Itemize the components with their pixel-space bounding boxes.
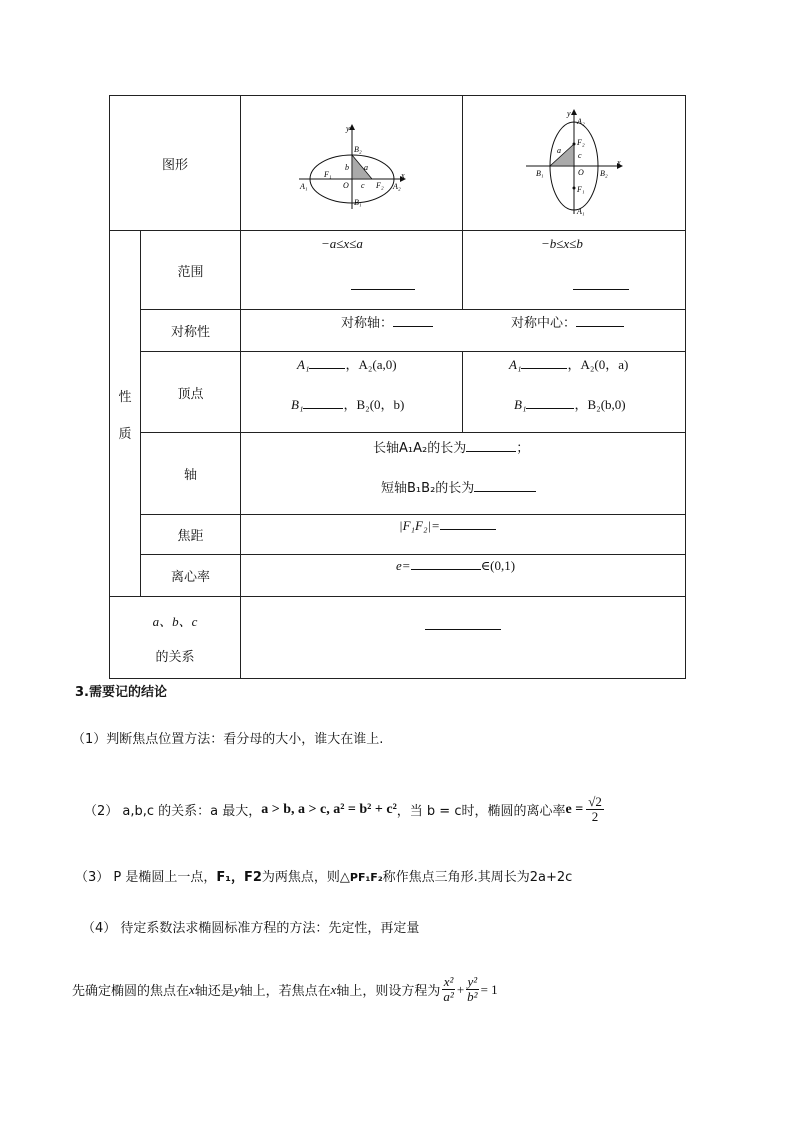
ellipse-properties-table xyxy=(109,95,686,679)
svg-text:A₂: A₂ xyxy=(577,117,585,126)
note-1: （1）判断焦点位置方法：看分母的大小，谁大在谁上. xyxy=(72,732,384,747)
range-right-cell: −b≤x≤b xyxy=(463,231,686,310)
svg-text:b: b xyxy=(344,163,349,172)
svg-text:B₁: B₁ xyxy=(536,169,544,178)
note-3: （3） P 是椭圆上一点，F₁，F2为两焦点，则△PF₁F₂称作焦点三角形.其周长为2a+2c xyxy=(75,870,573,885)
svg-text:B₂: B₂ xyxy=(600,169,608,178)
range-label: 范围 xyxy=(141,231,241,310)
blank xyxy=(351,277,415,290)
note-2: （2） a,b,c 的关系：a 最大， a > b, a > c, a² = b² + c² ，当 b = c时，椭圆的离心率 e = $\frac{√2}{2}$ xyxy=(84,794,602,824)
svg-text:A₂: A₂ xyxy=(392,182,401,191)
focal-label: 焦距 xyxy=(141,515,241,555)
axis-label: 轴 xyxy=(141,433,241,515)
blank xyxy=(466,439,516,452)
blank xyxy=(303,396,343,409)
blank xyxy=(411,557,481,570)
blank xyxy=(393,314,433,327)
vertex-left-cell: A₁ ，A₂(a,0) B₁ ，B₂(0，b) xyxy=(241,352,463,433)
blank xyxy=(521,356,567,369)
svg-text:F₂: F₂ xyxy=(577,138,585,147)
svg-text:a: a xyxy=(363,163,368,172)
fraction-x2-a2: $\frac{\text{x²}}{\text{a²}}$ xyxy=(443,974,454,1004)
svg-text:x: x xyxy=(617,158,621,167)
ellipse-horizontal-figure xyxy=(297,121,407,211)
svg-text:c: c xyxy=(578,151,582,160)
blank xyxy=(573,277,629,290)
svg-text:y: y xyxy=(567,109,571,118)
fraction-y2-b2: $\frac{\text{y²}}{\text{b²}}$ xyxy=(467,974,478,1004)
properties-label-cell: 性 质 xyxy=(110,231,141,597)
note-4: （4） 待定系数法求椭圆标准方程的方法：先定性，再定量 xyxy=(82,921,420,936)
figure-label-cell: 图形 xyxy=(110,96,241,231)
axis-cell: 长轴A₁A₂的长为 ； 短轴B₁B₂的长为 xyxy=(241,433,686,515)
ellipse-vertical-figure xyxy=(524,108,624,218)
svg-text:B₂: B₂ xyxy=(353,145,362,154)
section-heading: 3.需要记的结论 xyxy=(75,685,167,700)
x-axis-label: x xyxy=(400,171,405,180)
svg-text:c: c xyxy=(360,181,365,190)
svg-text:O: O xyxy=(578,168,584,177)
svg-text:A₁: A₁ xyxy=(577,207,585,216)
blank xyxy=(425,617,501,630)
svg-text:A₁: A₁ xyxy=(299,182,308,191)
vertex-right-cell: A₁ ，A₂(0，a) B₁ ，B₂(b,0) xyxy=(463,352,686,433)
svg-text:F₂: F₂ xyxy=(375,181,384,190)
symmetry-label: 对称性 xyxy=(141,310,241,352)
svg-text:F₁: F₁ xyxy=(323,170,332,179)
blank xyxy=(309,356,345,369)
relation-label-cell: a、b、c 的关系 xyxy=(110,597,241,679)
vertex-label: 顶点 xyxy=(141,352,241,433)
svg-text:a: a xyxy=(557,146,562,155)
figure-right-cell xyxy=(463,96,686,231)
fraction-sqrt2-over-2: $\frac{√2}{2}$ xyxy=(588,794,602,824)
note-5: 先确定椭圆的焦点在 x 轴还是 y 轴上，若焦点在 x 轴上，则设方程为 $\frac{\text{x²}}{\text{a²}}$ + $\frac{\text{y²}}{\text{b²}}$ = 1 xyxy=(72,974,498,1004)
svg-text:F₁: F₁ xyxy=(577,185,585,194)
svg-text:B₁: B₁ xyxy=(353,198,362,207)
y-axis-label: y xyxy=(345,124,350,133)
eccentricity-label: 离心率 xyxy=(141,555,241,597)
symmetry-cell: 对称轴： 对称中心： xyxy=(241,310,686,352)
blank xyxy=(474,479,536,492)
eccentricity-cell: e= ∈(0,1) xyxy=(241,555,686,597)
blank xyxy=(440,517,496,530)
range-left-cell: −a≤x≤a xyxy=(241,231,463,310)
figure-left-cell xyxy=(241,96,463,231)
svg-text:O: O xyxy=(342,181,349,190)
relation-cell xyxy=(241,597,686,679)
blank xyxy=(576,314,624,327)
focal-cell: |F₁F₂|= xyxy=(241,515,686,555)
blank xyxy=(526,396,574,409)
